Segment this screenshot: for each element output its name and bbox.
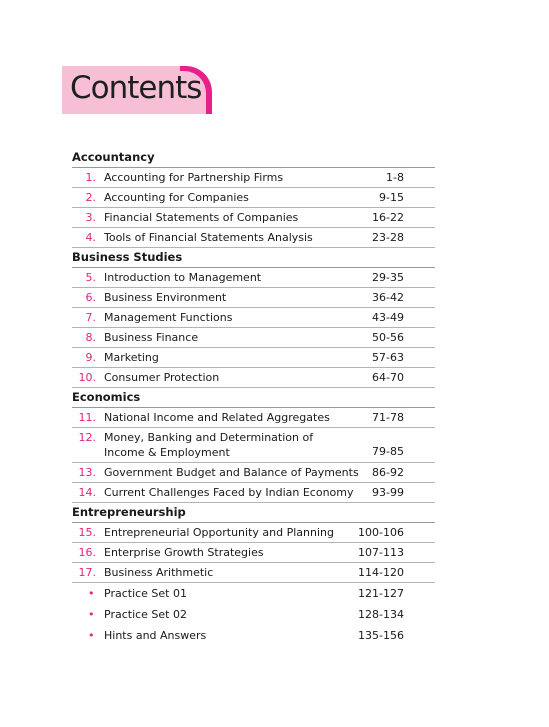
page-range: 135-156 xyxy=(358,629,404,642)
chapter-title: Consumer Protection xyxy=(104,371,220,384)
chapter-number: 10. xyxy=(78,371,96,384)
toc-row[interactable] xyxy=(72,543,435,563)
extra-title: Practice Set 01 xyxy=(104,587,187,600)
chapter-number: 5. xyxy=(85,271,96,284)
page-range: 79-85 xyxy=(372,445,404,458)
toc-row[interactable] xyxy=(72,523,435,543)
chapter-title: Financial Statements of Companies xyxy=(104,211,299,224)
toc-row[interactable] xyxy=(72,208,435,228)
chapter-title: National Income and Related Aggregates xyxy=(104,411,330,424)
toc-row[interactable] xyxy=(72,348,435,368)
toc-extra-row[interactable] xyxy=(72,625,435,646)
chapter-title: Introduction to Management xyxy=(104,271,262,284)
toc-row[interactable] xyxy=(72,368,435,388)
page-range: 29-35 xyxy=(372,271,404,284)
chapter-title: Tools of Financial Statements Analysis xyxy=(104,231,313,244)
page-range: 64-70 xyxy=(372,371,404,384)
page-range: 93-99 xyxy=(372,486,404,499)
section-heading: Entrepreneurship xyxy=(72,503,435,523)
toc-row[interactable] xyxy=(72,328,435,348)
page-title: Contents xyxy=(70,70,202,106)
toc-row[interactable] xyxy=(72,268,435,288)
toc-row[interactable] xyxy=(72,168,435,188)
toc-row[interactable] xyxy=(72,308,435,328)
toc-row[interactable] xyxy=(72,463,435,483)
chapter-number: 3. xyxy=(85,211,96,224)
chapter-title: Business Finance xyxy=(104,331,199,344)
chapter-number: 1. xyxy=(85,171,96,184)
chapter-title: Money, Banking and Determination of Income & Employment xyxy=(104,431,314,459)
chapter-title: Accounting for Companies xyxy=(104,191,249,204)
chapter-title: Entrepreneurial Opportunity and Planning xyxy=(104,526,334,539)
bullet-icon: • xyxy=(88,608,95,621)
toc-extra-row[interactable] xyxy=(72,604,435,625)
page-range: 121-127 xyxy=(358,587,404,600)
contents-title-banner xyxy=(62,66,212,114)
page-range: 9-15 xyxy=(379,191,404,204)
toc-row[interactable] xyxy=(72,288,435,308)
chapter-number: 17. xyxy=(78,566,96,579)
chapter-title: Business Environment xyxy=(104,291,227,304)
toc-row[interactable] xyxy=(72,408,435,428)
chapter-number: 16. xyxy=(78,546,96,559)
bullet-icon: • xyxy=(88,629,95,642)
page-range: 36-42 xyxy=(372,291,404,304)
toc-row[interactable] xyxy=(72,228,435,248)
page-range: 23-28 xyxy=(372,231,404,244)
page-range: 1-8 xyxy=(386,171,404,184)
chapter-number: 8. xyxy=(85,331,96,344)
page-range: 50-56 xyxy=(372,331,404,344)
chapter-number: 2. xyxy=(85,191,96,204)
chapter-number: 12. xyxy=(78,431,96,444)
chapter-number: 15. xyxy=(78,526,96,539)
toc-row[interactable] xyxy=(72,563,435,583)
chapter-title: Government Budget and Balance of Payments xyxy=(104,466,359,479)
extra-title: Hints and Answers xyxy=(104,629,207,642)
page-range: 128-134 xyxy=(358,608,404,621)
chapter-number: 6. xyxy=(85,291,96,304)
toc-row[interactable] xyxy=(72,188,435,208)
toc-row[interactable] xyxy=(72,483,435,503)
toc-extra-row[interactable] xyxy=(72,583,435,604)
chapter-number: 4. xyxy=(85,231,96,244)
extra-title: Practice Set 02 xyxy=(104,608,187,621)
toc-row[interactable] xyxy=(72,428,435,463)
chapter-title: Current Challenges Faced by Indian Economy xyxy=(104,486,354,499)
chapter-number: 14. xyxy=(78,486,96,499)
page-range: 57-63 xyxy=(372,351,404,364)
chapter-number: 11. xyxy=(78,411,96,424)
chapter-number: 13. xyxy=(78,466,96,479)
bullet-icon: • xyxy=(88,587,95,600)
page-range: 100-106 xyxy=(358,526,404,539)
page-range: 16-22 xyxy=(372,211,404,224)
section-heading: Economics xyxy=(72,388,435,408)
page-range: 43-49 xyxy=(372,311,404,324)
page-range: 114-120 xyxy=(358,566,404,579)
page-range: 71-78 xyxy=(372,411,404,424)
section-heading: Accountancy xyxy=(72,148,435,168)
chapter-title: Accounting for Partnership Firms xyxy=(104,171,284,184)
page-range: 107-113 xyxy=(358,546,404,559)
page-range: 86-92 xyxy=(372,466,404,479)
section-heading: Business Studies xyxy=(72,248,435,268)
table-of-contents xyxy=(72,148,435,646)
chapter-number: 7. xyxy=(85,311,96,324)
chapter-title: Enterprise Growth Strategies xyxy=(104,546,264,559)
chapter-number: 9. xyxy=(85,351,96,364)
chapter-title: Marketing xyxy=(104,351,159,364)
chapter-title: Business Arithmetic xyxy=(104,566,214,579)
chapter-title: Management Functions xyxy=(104,311,233,324)
